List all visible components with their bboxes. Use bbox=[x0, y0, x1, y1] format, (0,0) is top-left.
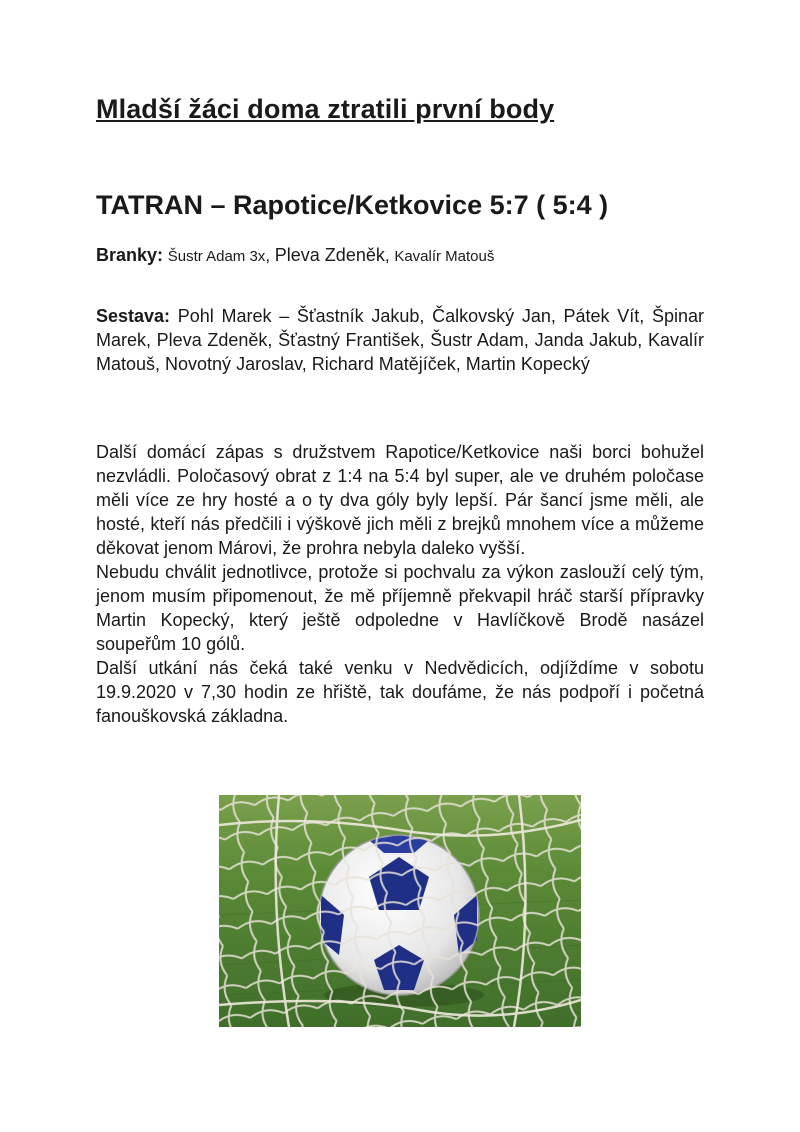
scorer-1: Šustr Adam 3x bbox=[167, 248, 266, 265]
soccer-ball-in-net-photo bbox=[219, 795, 581, 1027]
match-result-heading: TATRAN – Rapotice/Ketkovice 5:7 ( 5:4 ) bbox=[96, 190, 609, 220]
report-paragraph: Nebudu chválit jednotlivce, protože si pochvalu za výkon zaslouží celý tým, jenom musím připomenout, že mě příjemně překvapil hráč starší přípravky Martin Kopecký, který ještě odpoledne v Havlíčkově Brodě nasázel soupeřům 10 gólů. bbox=[96, 562, 704, 654]
lineup-label: Sestava: bbox=[96, 306, 171, 326]
photo-illustration bbox=[219, 795, 581, 1027]
scorer-3: Kavalír Matouš bbox=[394, 248, 495, 265]
scorers-line bbox=[96, 245, 494, 266]
scorer-separator: , bbox=[265, 246, 271, 265]
lineup-players: Pohl Marek – Šťastník Jakub, Čalkovský Jan, Pátek Vít, Špinar Marek, Pleva Zdeněk, Šťastný František, Šustr Adam, Janda Jakub, Kavalír Matouš, Novotný Jaroslav, Richard Matějíček, Martin Kopecký bbox=[96, 306, 704, 374]
report-paragraph: Další utkání nás čeká také venku v Nedvědicích, odjíždíme v sobotu 19.9.2020 v 7,30 hodin ze hřiště, tak doufáme, že nás podpoří i početná fanouškovská základna. bbox=[96, 658, 704, 726]
scorers-label: Branky: bbox=[96, 245, 164, 265]
match-report bbox=[96, 440, 704, 728]
lineup-paragraph bbox=[96, 304, 704, 376]
article-title: Mladší žáci doma ztratili první body bbox=[96, 94, 555, 124]
scorer-separator: , bbox=[384, 246, 390, 265]
report-paragraph: Další domácí zápas s družstvem Rapotice/Ketkovice naši borci bohužel nezvládli. Poločasový obrat z 1:4 na 5:4 byl super, ale ve druhém poločase měli více ze hry hosté a o ty dva góly byly lepší. Pár šancí jsme měli, ale hosté, kteří nás předčili i výškově jich měli z brejků mnohem více a můžeme děkovat jenom Márovi, že prohra nebyla daleko vyšší. bbox=[96, 442, 704, 558]
scorer-2: Pleva Zdeněk bbox=[274, 245, 385, 265]
